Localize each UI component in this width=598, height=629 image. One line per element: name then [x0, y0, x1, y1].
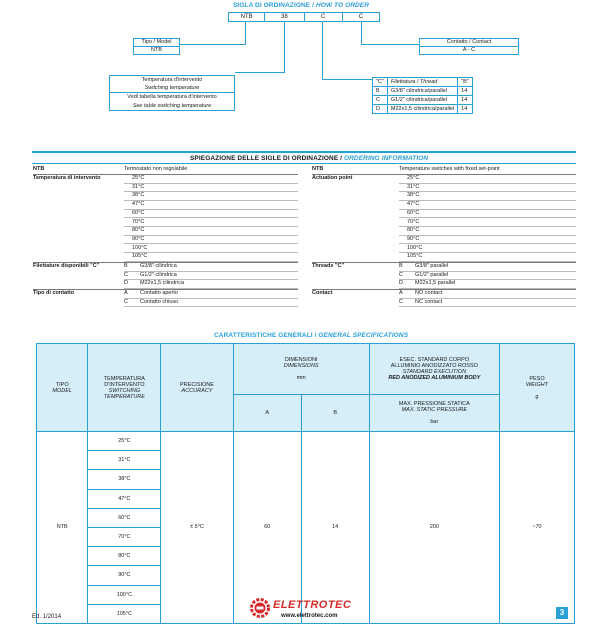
- spec-h-dimensions: DIMENSIONI DIMENSIONS mm: [233, 344, 369, 395]
- ordering-contact-code: A: [124, 290, 128, 297]
- contatto-box: Contatto / Contact A - C: [419, 38, 519, 55]
- ordering-model-desc: Temperature switches with fixed set-point: [399, 166, 500, 172]
- ordering-temp-rule: [399, 235, 576, 236]
- ordering-temp-item: 70°C: [132, 218, 145, 225]
- spec-h-tipo: TIPO MODEL: [37, 344, 88, 432]
- ordering-temp-item: 100°C: [132, 244, 148, 251]
- connector-temp: [284, 22, 285, 72]
- ordering-temp-label: Temperatura di intervento: [33, 175, 101, 181]
- ordering-temp-item: 80°C: [407, 227, 420, 234]
- connector-temp-h: [235, 72, 285, 73]
- table-row: B G3/8" cilindrica/parallel 14: [373, 87, 473, 96]
- ordering-temp-item: 25°C: [407, 175, 420, 181]
- ordering-temp-item: 25°C: [132, 175, 145, 181]
- ordering-temp-item: 31°C: [407, 183, 420, 190]
- ordering-thread-code: B: [124, 263, 128, 269]
- elettrotec-logo-icon: [250, 598, 270, 618]
- ordering-thread-desc: M22x1,5 parallel: [415, 280, 456, 287]
- ordering-temp-item: 90°C: [407, 235, 420, 242]
- ordering-thread-code: C: [399, 271, 403, 278]
- ordering-thread-desc: G1/2" parallel: [415, 271, 449, 278]
- ordering-contact-code: C: [124, 298, 128, 305]
- spec-temp-item: 100°C: [88, 586, 160, 605]
- spec-h-pressure: MAX. PRESSIONE STATICA MAX. STATIC PRESSURE bar: [369, 395, 499, 432]
- connector-model-h: [180, 44, 246, 45]
- ordering-temp-rule: [124, 235, 298, 236]
- ordering-temp-item: 105°C: [407, 253, 423, 260]
- ordering-temp-rule: [399, 191, 576, 192]
- ordering-temp-rule: [399, 217, 576, 218]
- spec-a: 60: [233, 432, 301, 624]
- ordering-temp-item: 60°C: [407, 209, 420, 216]
- edition: Ed. 1/2014: [32, 614, 62, 620]
- table-row: D M22x1,5 cilindrica/parallel 14: [373, 105, 473, 114]
- spec-h-execution: ESEC. STANDARD CORPO ALLUMINIO ANODIZZATO ROSSO STANDARD EXECUTION RED ANODIZED ALUMINIUM BODY: [369, 344, 499, 395]
- ordering-temp-item: 100°C: [407, 244, 423, 251]
- ordering-contact-label: Contact: [312, 290, 333, 297]
- ordering-temp-rule: [124, 252, 298, 253]
- ordering-thread-desc: G1/2" cilindrica: [140, 271, 177, 278]
- ordering-thread-code: B: [399, 263, 403, 269]
- ordering-temp-rule: [124, 183, 298, 184]
- ordering-contact-code: A: [399, 290, 403, 297]
- spec-temp-item: 105°C: [116, 610, 133, 617]
- order-code-temp: 38: [265, 13, 304, 21]
- ordering-temp-item: 47°C: [132, 201, 145, 208]
- spec-weight: ~70: [499, 432, 574, 624]
- spec-model: NTB: [37, 432, 88, 624]
- table-row: C G1/2" cilindrica/parallel 14: [373, 96, 473, 105]
- ordering-contact-desc: NC contact: [415, 298, 443, 305]
- spec-temp-item: 38°C: [88, 470, 160, 489]
- ordering-rule: [312, 289, 576, 290]
- thread-table: [372, 77, 473, 114]
- connector-contact: [361, 22, 362, 44]
- ordering-top-bar: [32, 151, 576, 153]
- ordering-thread-desc: G3/8" parallel: [415, 263, 449, 269]
- spec-pressure: 200: [369, 432, 499, 624]
- order-title: SIGLA DI ORDINAZIONE / HOW TO ORDER: [233, 2, 370, 9]
- ordering-temp-label: Actuation point: [312, 175, 353, 181]
- ordering-thread-desc: G3/8" cilindrica: [140, 263, 177, 269]
- spec-h-weight: PESO WEIGHT g: [499, 344, 574, 432]
- ordering-model: NTB: [312, 166, 324, 172]
- ordering-temp-item: 38°C: [132, 192, 145, 199]
- brand-url[interactable]: www.elettrotec.com: [281, 613, 338, 619]
- order-code-thread: C: [305, 13, 343, 21]
- spec-h-a: A: [233, 395, 301, 432]
- connector-thread-h: [322, 79, 372, 80]
- order-code-contact: C: [358, 14, 364, 20]
- spec-temp-item: 60°C: [88, 509, 160, 528]
- ordering-thread-label: Threads "C": [312, 263, 345, 269]
- spec-h-accuracy: PRECISIONE ACCURACY: [161, 344, 233, 432]
- ordering-temp-rule: [124, 226, 298, 227]
- spec-data-row: [37, 432, 575, 624]
- ordering-temp-rule: [399, 200, 576, 201]
- ordering-temp-item: 70°C: [407, 218, 420, 225]
- ordering-temp-item: 60°C: [132, 209, 145, 216]
- spec-title: CARATTERISTICHE GENERALI / GENERAL SPECIFICATIONS: [214, 332, 409, 339]
- ordering-temp-item: 90°C: [132, 235, 145, 242]
- spec-h-temp: TEMPERATURA D'INTERVENTO SWITCHING TEMPERATURE: [88, 344, 161, 432]
- order-code-boxes: [228, 12, 380, 22]
- spec-temp-item: 47°C: [88, 490, 160, 509]
- brand-name: ELETTROTEC: [273, 599, 352, 611]
- spec-accuracy: ± 5°C: [161, 432, 233, 624]
- spec-h-b: B: [301, 395, 369, 432]
- ordering-model: NTB: [33, 166, 45, 172]
- connector-model: [245, 22, 246, 44]
- ordering-contact-label: Tipo di contatto: [33, 290, 75, 297]
- ordering-temp-rule: [124, 209, 298, 210]
- ordering-temp-rule: [124, 243, 298, 244]
- ordering-temp-rule: [399, 209, 576, 210]
- ordering-temp-rule: [124, 191, 298, 192]
- ordering-temp-item: 31°C: [132, 183, 145, 190]
- ordering-temp-rule: [399, 252, 576, 253]
- ordering-temp-item: 38°C: [407, 192, 420, 199]
- spec-temp-item: 25°C: [88, 432, 160, 451]
- thread-table-header: "C" Filettatura / Thread "B": [373, 78, 473, 87]
- ordering-temp-rule: [124, 217, 298, 218]
- connector-contact-h: [361, 44, 419, 45]
- ordering-contact-desc: Contatto aperto: [140, 290, 178, 297]
- temp-box: Temperatura d'intervento Switching temperature Vedi tabella temperatura d'intervento See table switching temperature: [109, 75, 235, 111]
- spec-b: 14: [301, 432, 369, 624]
- ordering-thread-code: D: [124, 280, 128, 287]
- spec-table: [36, 343, 575, 624]
- ordering-thread-code: C: [124, 271, 128, 278]
- page-number: 3: [556, 607, 568, 619]
- ordering-contact-code: C: [399, 298, 403, 305]
- ordering-temp-rule: [399, 226, 576, 227]
- ordering-temp-rule: [399, 243, 576, 244]
- spec-temp-item: 70°C: [88, 528, 160, 547]
- spec-temps: [88, 432, 161, 624]
- ordering-thread-desc: M22x1,5 cilindrica: [140, 280, 185, 287]
- spec-temp-item: 31°C: [88, 451, 160, 470]
- ordering-temp-rule: [399, 183, 576, 184]
- ordering-temp-item: 80°C: [132, 227, 145, 234]
- ordering-title-rule: [32, 163, 576, 164]
- ordering-contact-desc: Contatto chiuso: [140, 298, 179, 305]
- ordering-model-desc: Termostato non regolabile: [124, 166, 188, 172]
- tipo-box: Tipo / Model NTB: [133, 38, 180, 55]
- ordering-thread-label: Filettature disponibili "C": [33, 263, 100, 269]
- order-code-model: NTB: [229, 13, 265, 21]
- spec-temp-item: 90°C: [88, 566, 160, 585]
- ordering-contact-rule: [124, 306, 298, 307]
- spec-temp-item: 80°C: [88, 547, 160, 566]
- ordering-temp-item: 47°C: [407, 201, 420, 208]
- ordering-contact-rule: [399, 306, 576, 307]
- ordering-temp-item: 105°C: [132, 253, 148, 260]
- ordering-contact-desc: NO contact: [415, 290, 443, 297]
- connector-thread: [322, 22, 323, 79]
- ordering-thread-code: D: [399, 280, 403, 287]
- ordering-title: SPIEGAZIONE DELLE SIGLE DI ORDINAZIONE / ORDERING INFORMATION: [190, 155, 429, 162]
- ordering-temp-rule: [124, 200, 298, 201]
